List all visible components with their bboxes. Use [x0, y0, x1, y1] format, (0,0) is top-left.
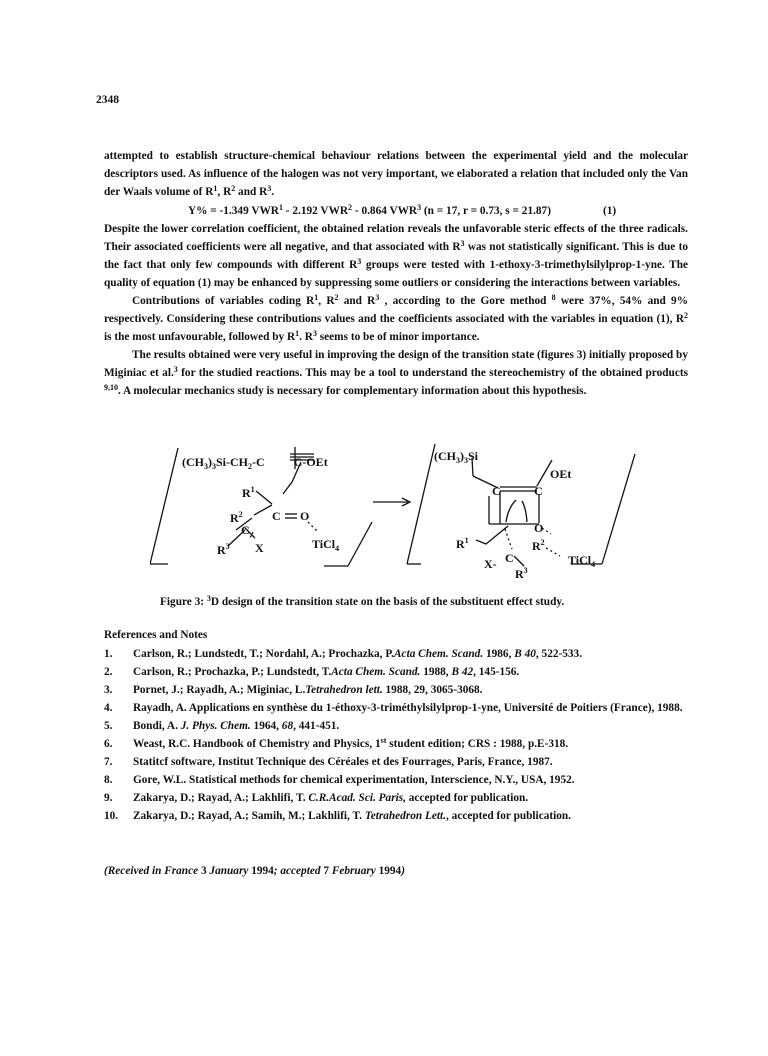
reference-item: 1. Carlson, R.; Lundstedt, T.; Nordahl, A.; Prochazka, P.Acta Chem. Scand. 1986, B 40, 522-533.: [104, 648, 583, 660]
right-c2: C: [534, 484, 543, 498]
reference-item: 5. Bondi, A. J. Phys. Chem. 1964, 68, 441-451.: [104, 720, 340, 732]
figure-caption: Figure 3: $^3$D design of the transition state on the basis of the substituent effect study.: [160, 594, 565, 608]
right-c: C: [505, 551, 514, 565]
left-c: C: [241, 523, 250, 537]
right-r2: $R^2$: [532, 538, 545, 553]
paragraph-4: The results obtained were very useful in improving the design of the transition state (figures 3) initially proposed by Miginiac et al.$^3$ for the studied reactions. This may be a tool to understand the stereochemistry of the obtained products $^{9,10}$. A molecular mechanics study is necessary for complementary information about this hypothesis.: [104, 349, 688, 397]
paragraph-1: [104, 147, 688, 201]
right-c1: C: [492, 484, 501, 498]
left-r1: $R^1$: [242, 485, 255, 500]
left-ticl4: TiCl$_4$: [312, 537, 340, 553]
reference-item: 3. Pornet, J.; Rayadh, A.; Miginiac, L.Tetrahedron lett. 1988, 29, 3065-3068.: [104, 684, 483, 696]
paragraph-1-text: attempted to establish structure-chemical behaviour relations between the experimental yield and the molecular descriptors used. As influence of the halogen was not very important, we elaborated a relation that included only the Van der Waals volume of $R^1$, $R^2$ and $R^3$.: [104, 150, 688, 198]
reference-item: 7. Statitcf software, Institut Technique des Céréales et des Fourrages, Paris, France, 1987.: [104, 756, 553, 768]
reference-item: 2. Carlson, R.; Prochazka, P.; Lundstedt, T.Acta Chem. Scand. 1988, B 42, 145-156.: [104, 666, 520, 678]
reference-item: 4. Rayadh, A. Applications en synthèse du 1-éthoxy-3-triméthylsilylprop-1-yne, Université de Poitiers (France), 1988.: [104, 702, 683, 714]
reference-item: 9. Zakarya, D.; Rayad, A.; Lakhlifi, T. C.R.Acad. Sci. Paris, accepted for publication.: [104, 792, 529, 804]
left-r3: $R^3$: [217, 542, 230, 557]
right-ticl4: TiCl$_4$: [568, 553, 596, 569]
right-oxygen: O: [534, 521, 544, 535]
reference-item: 10. Zakarya, D.; Rayad, A.; Samih, M.; Lakhlifi, T. Tetrahedron Lett., accepted for publication.: [104, 810, 572, 822]
received-date: (Received in France 3 January 1994; accepted 7 February 1994): [104, 865, 405, 877]
left-carbonyl-c: C: [272, 509, 281, 523]
right-si-group: $(CH_3)_3Si$: [434, 449, 479, 465]
reference-item: 6. Weast, R.C. Handbook of Chemistry and Physics, 1st student edition; CRS : 1988, p.E-318.: [104, 736, 569, 750]
right-oet: OEt: [550, 467, 572, 481]
right-r1: $R^1$: [456, 536, 469, 551]
references-heading: References and Notes: [104, 629, 208, 641]
left-oxygen: O: [300, 509, 310, 523]
left-formula: $(CH_3)_3Si-CH_2-C$ C-OEt: [182, 455, 328, 471]
reference-item: 8. Gore, W.L. Statistical methods for chemical experimentation, Interscience, N.Y., USA, 1952.: [104, 774, 575, 786]
right-x: X-: [484, 557, 497, 571]
transition-state-figure: [150, 440, 650, 580]
paragraph-2: Despite the lower correlation coefficient, the obtained relation reveals the unfavorable steric effects of the three radicals. Their associated coefficients were all negative, and that associated with $R^3$ was not statistically significant. This is due to the fact that only few compounds with different $R^3$ groups were tested with 1-ethoxy-3-trimethylsilylprop-1-yne. The quality of equation (1) may be enhanced by suppressing some outliers or considering the interactions between variables.: [104, 223, 688, 289]
page-number: 2348: [96, 94, 119, 106]
body-paragraphs: [104, 220, 688, 400]
equation-number: (1): [603, 205, 617, 217]
right-r3: $R^3$: [515, 566, 528, 580]
paragraph-3: Contributions of variables coding $R^1$, $R^2$ and $R^3$ , according to the Gore method $^8$ were 37%, 54% and 9% respectively. Considering these contributions values and the coefficients associated with the variables in equation (1), $R^2$ is the most unfavourable, followed by $R^1$. $R^3$ seems to be of minor importance.: [104, 293, 689, 343]
left-r2: $R^2$: [230, 510, 243, 525]
references-list: [104, 645, 704, 825]
left-x: X: [255, 541, 264, 555]
equation-1: Y% = -1.349 VWR$^1$ - 2.192 VWR$^2$ - 0.864 VWR$^3$ (n = 17, r = 0.73, s = 21.87) (1): [188, 202, 551, 220]
